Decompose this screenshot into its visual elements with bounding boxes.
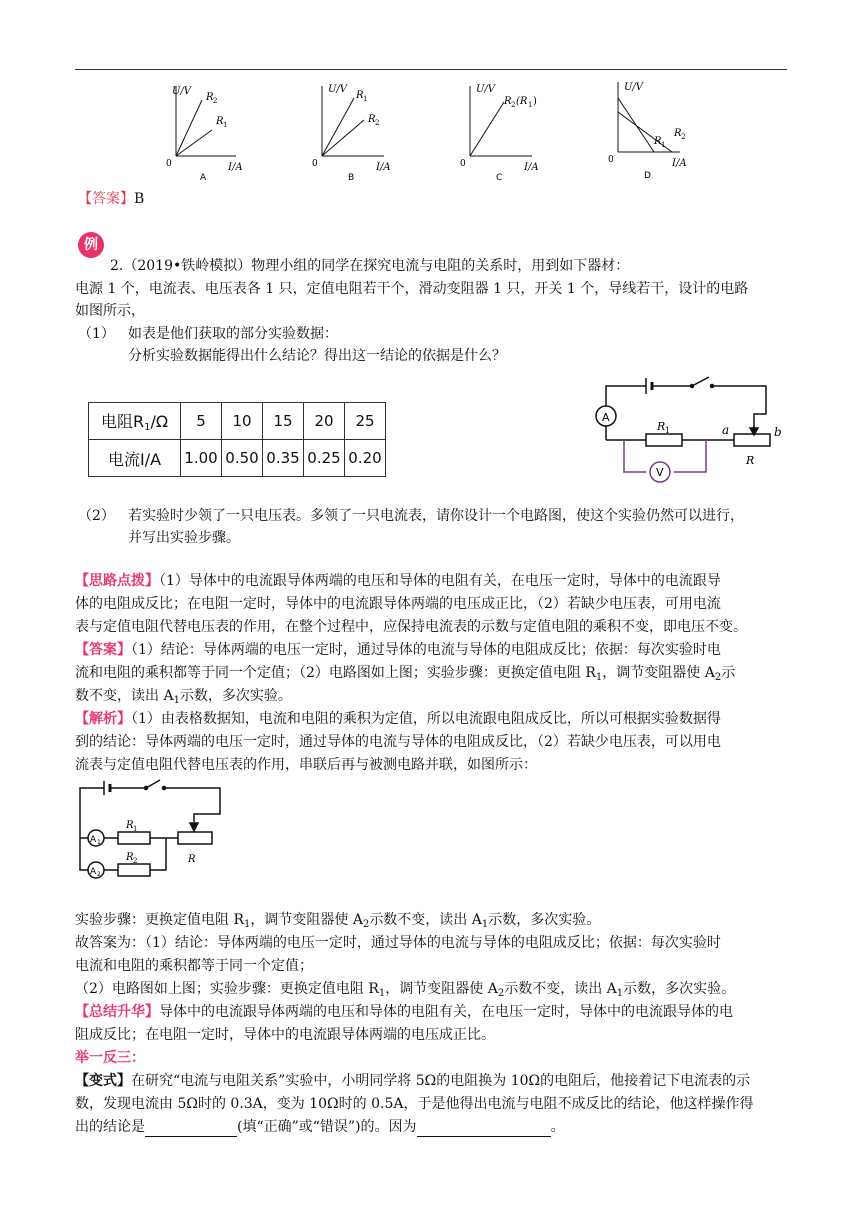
answer-1 [78, 189, 860, 209]
graph-d-line2-sub: 2 [681, 133, 686, 141]
graph-b-yaxis: U/V [328, 84, 348, 95]
graph-c-yaxis: U/V [476, 84, 496, 95]
table-cell: 0.20 [345, 440, 386, 477]
answer-1-label: 【答案】 [78, 191, 134, 207]
circuit1-ammeter-label: A [602, 411, 610, 424]
circuit1-r1-label: R [657, 420, 666, 433]
circuit2-r2-sub: 2 [133, 857, 138, 865]
circuit2-a1-label: A [90, 835, 97, 845]
circuit2-rheostat-label: R [188, 854, 196, 865]
ui-graphs-row [150, 78, 710, 183]
table-row-resistance [89, 403, 386, 440]
circuit2-r2-label: R [126, 852, 134, 863]
graph-c-line1: R [504, 96, 512, 107]
answer-2-line-2: 流和电阻的乘积都等于同一个定值；（2）电路图如上图；实验步骤：更换定值电阻 $R_1$，调节变阻器使 $A_2$示 [75, 665, 736, 683]
graph-d-svg [594, 78, 704, 183]
steps-line-2: 故答案为：（1）结论：导体两端的电压一定时，通过导体的电流与导体的电阻成反比；依据：每次实验时 [75, 935, 721, 951]
graph-b-origin: 0 [312, 159, 318, 169]
circuit1-rheostat-label: R [746, 454, 755, 467]
graph-a-letter: A [200, 173, 207, 183]
summary-label: 【总结升华】 [75, 1004, 159, 1020]
graph-b-line1: R [356, 90, 364, 101]
graph-b-svg [298, 78, 408, 183]
q2-part2-text2: 并写出实验步骤。 [128, 530, 240, 546]
graph-a-origin: 0 [166, 159, 172, 169]
graph-a-line1-sub: 2 [213, 97, 218, 105]
table-cell: 5 [181, 403, 222, 440]
answer-blank-1[interactable] [145, 1120, 237, 1137]
table-cell: 25 [345, 403, 386, 440]
steps-line-1: 实验步骤：更换定值电阻 $R_1$，调节变阻器使 $A_2$示数不变，读出 $A_1$示数，多次实验。 [75, 912, 601, 930]
hint-line-3: 表与定值电阻代替电压表的作用，在整个过程中，应保持电流表的示数与定值电阻的乘积不变，即电压不变。 [75, 619, 747, 635]
data-table [88, 402, 386, 477]
variant-line-1: 【变式】在研究“电流与电阻关系”实验中，小明同学将 5Ω的电阻换为 10Ω的电阻后，他接着记下电流表的示 [75, 1073, 751, 1089]
graph-b-letter: B [348, 173, 355, 183]
analysis-line-2: 到的结论：导体两端的电压一定时，通过导体的电流与导体的电阻成反比，（2）若缺少电压表，可以用电 [75, 734, 721, 750]
table-cell: 0.25 [304, 440, 345, 477]
graph-b-line2: R [368, 114, 376, 125]
table-cell: 20 [304, 403, 345, 440]
steps-line-3: 电流和电阻的乘积都等于同一个定值； [75, 958, 313, 974]
graph-a-yaxis: U/V [172, 86, 192, 97]
header-rule [75, 69, 787, 70]
graph-b-line2-sub: 2 [375, 119, 380, 127]
summary-line-1: 【总结升华】导体中的电流跟导体两端的电压和导体的电阻有关，在电压一定时，导体中的电流跟导体的电 [75, 1004, 733, 1020]
table-cell: 0.35 [263, 440, 304, 477]
answer-1-value: B [134, 191, 145, 207]
graph-a-line2-sub: 1 [223, 121, 228, 129]
circuit1-voltmeter-label: V [656, 466, 664, 479]
steps-line-4: （2）电路图如上图；实验步骤：更换定值电阻 $R_1$，调节变阻器使 $A_2$示数不变，读出 $A_1$示数，多次实验。 [75, 981, 736, 999]
graph-a-xaxis: I/A [228, 162, 243, 173]
graph-a-svg [150, 78, 260, 183]
q2-part1-number: （1） [78, 326, 115, 342]
hint-label: 【思路点拨】 [75, 573, 159, 589]
circuit2-r1-label: R [126, 820, 134, 831]
svg-text:): ) [533, 96, 537, 107]
graph-d-letter: D [644, 171, 651, 181]
circuit1-point-b: b [774, 425, 782, 439]
variant-line-2: 数，发现电流由 5Ω时的 0.3A，变为 10Ω时的 0.5A，于是他得出电流与电阻不成反比的结论，他这样操作得 [75, 1096, 754, 1112]
graph-c-origin: 0 [460, 159, 466, 169]
table-cell: 15 [263, 403, 304, 440]
circuit1-r1-sub: 1 [665, 426, 671, 435]
graph-d-line1-sub: 1 [661, 141, 666, 149]
analysis-line-1: 【解析】（1）由表格数据知，电流和电阻的乘积为定值，所以电流跟电阻成反比，所以可根据实验数据得 [75, 711, 721, 727]
graph-b [298, 78, 408, 183]
analysis-label: 【解析】 [75, 711, 131, 727]
table-cell: 10 [222, 403, 263, 440]
table-row-current [89, 440, 386, 477]
example-badge: 例 [78, 232, 104, 258]
graph-a [150, 78, 260, 183]
q2-part1-question: 分析实验数据能得出什么结论？得出这一结论的依据是什么？ [128, 348, 506, 364]
circuit2-a2-label: A [90, 867, 97, 877]
q2-part2-number: （2） [78, 508, 115, 524]
graph-c-letter: C [496, 173, 503, 183]
circuit-diagram-2 [74, 778, 234, 888]
graph-d-xaxis: I/A [672, 158, 687, 169]
q2-part2-text: 若实验时少领了一只电压表。多领了一只电流表，请你设计一个电路图，使这个实验仍然可以进行， [128, 508, 744, 524]
q2-intro: 2.（2019•铁岭模拟）物理小组的同学在探究电流与电阻的关系时，用到如下器材： [110, 258, 630, 274]
graph-c-svg [446, 78, 556, 183]
graph-a-line2: R [216, 116, 224, 127]
analysis-line-3: 流表与定值电阻代替电压表的作用，串联后再与被测电路并联，如图所示： [75, 757, 537, 773]
graph-c-line2-sub: 1 [528, 101, 533, 109]
graph-c-line1-sub: 2 [511, 101, 516, 109]
graph-d-line2: R [674, 128, 682, 139]
variant-label: 【变式】 [75, 1073, 131, 1089]
hint-line-2: 体的电阻成反比；在电阻一定时，导体中的电流跟导体两端的电压成正比，（2）若缺少电压表，可用电流 [75, 596, 721, 612]
q2-part1-text: 如表是他们获取的部分实验数据： [128, 326, 338, 342]
table-header-resistance: 电阻$R_1/\Omega$ [89, 403, 181, 440]
table-cell: 0.50 [222, 440, 263, 477]
graph-c [446, 78, 556, 183]
circuit-diagram-1 [594, 374, 794, 494]
answer-blank-2[interactable] [417, 1120, 551, 1137]
graph-c-xaxis: I/A [524, 162, 539, 173]
q2-line2: 电源 1 个，电流表、电压表各 1 只，定值电阻若干个，滑动变阻器 1 只，开关 1 个，导线若干，设计的电路 [75, 281, 749, 297]
q2-line3: 如图所示， [75, 303, 145, 319]
table-cell: 1.00 [181, 440, 222, 477]
circuit1-point-a: a [722, 423, 730, 437]
graph-a-line1: R [206, 92, 214, 103]
circuit2-a2-sub: 2 [97, 871, 101, 878]
summary-line-2: 阻成反比；在电阻一定时，导体中的电流跟导体两端的电压成正比。 [75, 1027, 495, 1043]
answer-2-line-3: 数不变，读出 $A_1$示数，多次实验。 [75, 688, 292, 706]
graph-b-line1-sub: 1 [363, 95, 368, 103]
graph-d [594, 78, 704, 183]
graph-d-origin: 0 [608, 155, 614, 165]
graph-d-line1: R [654, 136, 662, 147]
variant-line-3: 出的结论是 (填“正确”或“错误”)的。因为 。 [75, 1119, 565, 1135]
answer-2-line-1: 【答案】（1）结论：导体两端的电压一定时，通过导体的电流与导体的电阻成反比；依据：每次实验时电 [75, 642, 721, 658]
graph-c-line2: (R [516, 96, 528, 107]
graph-d-yaxis: U/V [624, 82, 644, 93]
graph-b-xaxis: I/A [376, 162, 391, 173]
circuit2-r1-sub: 1 [133, 825, 138, 833]
answer-2-label: 【答案】 [75, 642, 131, 658]
section-title: 举一反三： [75, 1050, 145, 1066]
table-header-current: 电流I/A [89, 440, 181, 477]
circuit2-a1-sub: 1 [97, 839, 101, 846]
hint-line-1: 【思路点拨】（1）导体中的电流跟导体两端的电压和导体的电阻有关，在电压一定时，导体中的电流跟导 [75, 573, 721, 589]
